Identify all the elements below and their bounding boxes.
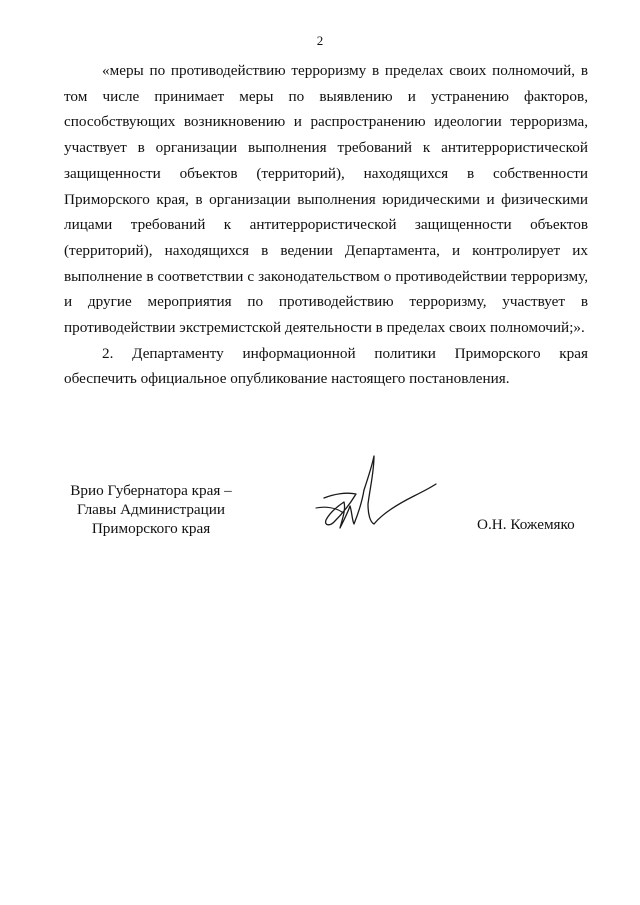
signatory-title-line: Главы Администрации — [76, 501, 226, 518]
document-body — [64, 58, 588, 392]
page-number: 2 — [316, 33, 324, 48]
paragraph-publication-order: 2. Департаменту информационной политики Приморского края обеспечить официальное опубликование настоящего постановления. — [64, 344, 588, 388]
signatory-title-line: Приморского края — [91, 520, 211, 537]
signatory-title — [56, 481, 246, 538]
signer-name: О.Н. Кожемяко — [477, 516, 575, 533]
signatory-title-line: Врио Губернатора края – — [70, 482, 232, 499]
paragraph-counterterrorism-measures: «меры по противодействию терроризму в пределах своих полномочий, в том числе принимает меры по выявлению и устранению факторов, способствующих возникновению и распространению идеологии терроризма, участвует в организации выполнения требований к антитеррористической защищенности объектов (территорий), находящихся в собственности Приморского края, в организации выполнения юридическими и физическими лицами требований к антитеррористической защищенности объектов (территорий), находящихся в ведении Департамента, и контролирует их выполнение в соответствии с законодательством о противодействии терроризму, и другие мероприятия по противодействию терроризму, участвует в противодействии экстремистской деятельности в пределах своих полномочий;». — [64, 62, 588, 337]
handwritten-signature — [312, 448, 440, 538]
